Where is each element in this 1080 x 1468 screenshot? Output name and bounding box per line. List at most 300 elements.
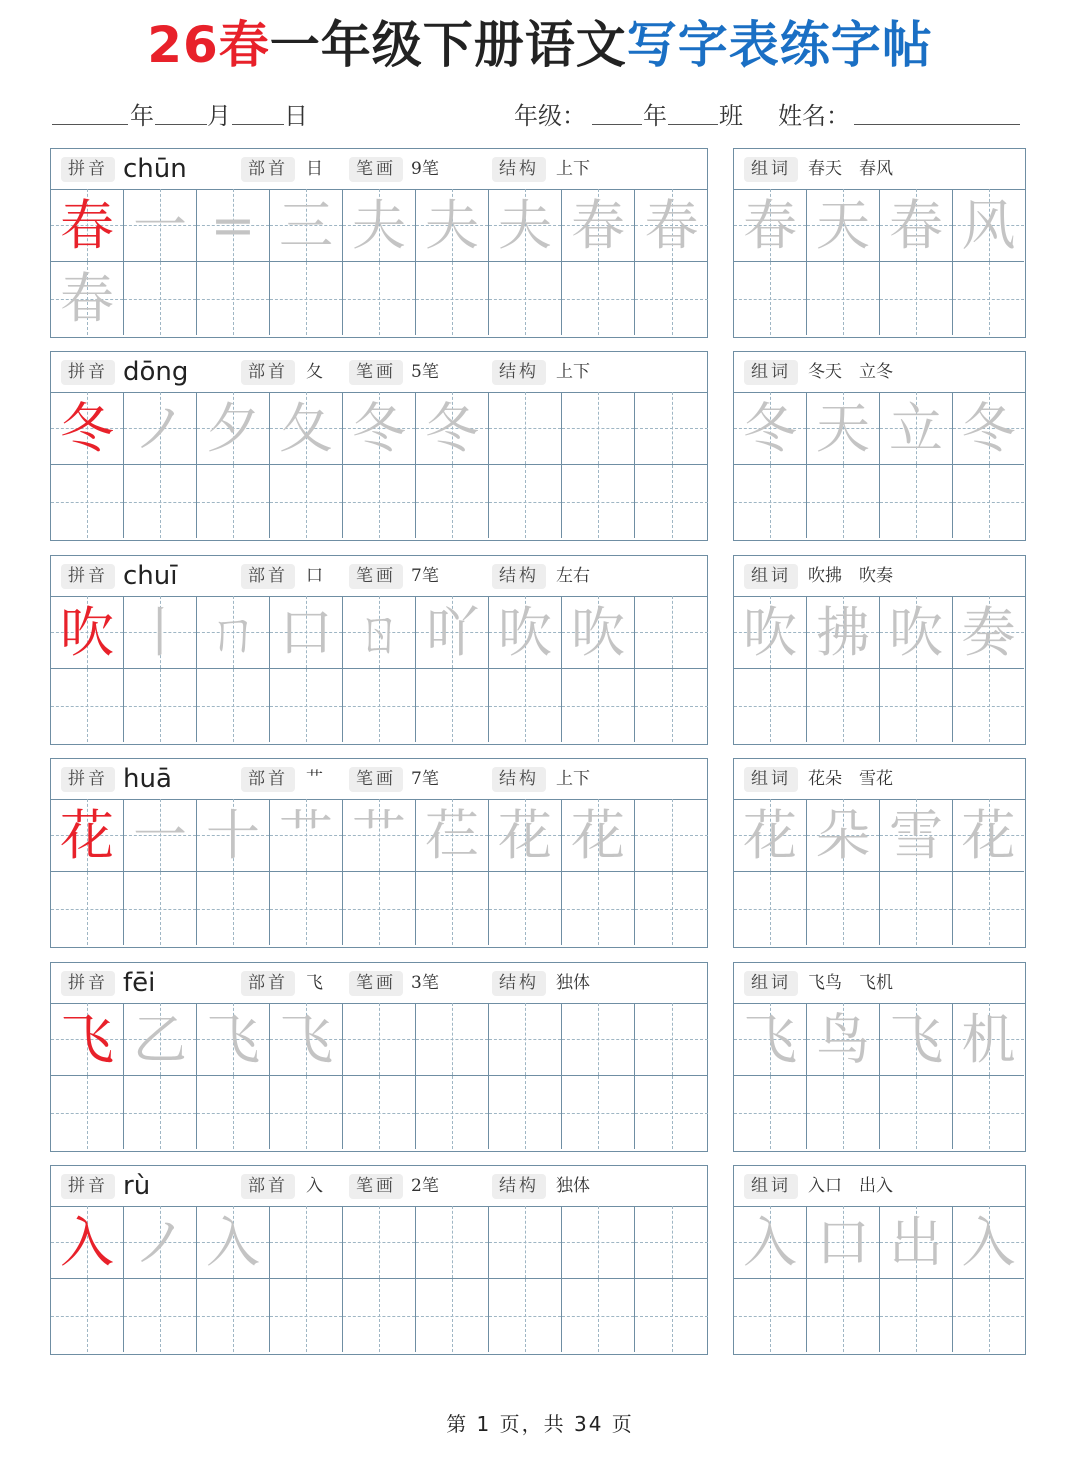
writing-cell[interactable] xyxy=(635,799,708,872)
pinyin-tag: 拼音 xyxy=(61,1174,115,1199)
word-cell[interactable] xyxy=(953,262,1024,335)
writing-cell[interactable] xyxy=(124,189,197,262)
writing-cell[interactable] xyxy=(562,465,635,538)
trace-char: 丨 xyxy=(133,601,187,664)
word-cell[interactable] xyxy=(880,596,953,669)
word-trace-char: 飞 xyxy=(889,1008,943,1071)
char-section xyxy=(0,1165,1080,1355)
word-cell[interactable] xyxy=(953,189,1024,262)
writing-cell[interactable] xyxy=(562,1206,635,1279)
writing-cell[interactable] xyxy=(562,669,635,742)
strokes-value: 5笔 xyxy=(411,362,439,382)
writing-cell[interactable] xyxy=(562,872,635,945)
word-trace-char: 春 xyxy=(889,194,943,257)
word-trace-char: 朵 xyxy=(816,804,870,867)
trace-char: 艹 xyxy=(352,804,406,867)
words-value: 冬天 立冬 xyxy=(808,362,893,382)
writing-cell[interactable] xyxy=(270,669,343,742)
word-cell[interactable] xyxy=(880,1003,953,1076)
practice-box xyxy=(50,351,708,541)
trace-char: 花 xyxy=(571,804,625,867)
writing-cell[interactable] xyxy=(489,465,562,538)
word-cell[interactable] xyxy=(880,1206,953,1279)
word-cell[interactable] xyxy=(734,1206,807,1279)
strokes-value: 7笔 xyxy=(411,566,439,586)
pinyin-tag: 拼音 xyxy=(61,360,115,385)
char-info-header xyxy=(51,352,707,393)
day-blank[interactable] xyxy=(232,124,284,125)
writing-cell[interactable] xyxy=(343,1003,416,1076)
word-cell[interactable] xyxy=(953,799,1024,872)
char-section xyxy=(0,758,1080,948)
name-label: 姓名： xyxy=(778,102,850,130)
writing-cell[interactable] xyxy=(416,1279,489,1352)
writing-cell[interactable] xyxy=(416,799,489,872)
writing-cell[interactable] xyxy=(343,465,416,538)
word-cell[interactable] xyxy=(734,189,807,262)
trace-char: ㄖ xyxy=(352,601,406,664)
word-cell[interactable] xyxy=(807,1206,880,1279)
word-cell[interactable] xyxy=(734,262,807,335)
month-blank[interactable] xyxy=(155,124,207,125)
writing-cell[interactable] xyxy=(343,669,416,742)
writing-cell[interactable] xyxy=(635,189,708,262)
word-trace-char: 奏 xyxy=(961,601,1016,664)
structure-tag: 结构 xyxy=(492,360,546,385)
structure-tag: 结构 xyxy=(492,971,546,996)
word-trace-char: 立 xyxy=(889,397,943,460)
writing-cell[interactable] xyxy=(562,1076,635,1149)
word-trace-char: 拂 xyxy=(816,601,870,664)
writing-cell[interactable] xyxy=(124,262,197,335)
trace-char: 吹 xyxy=(498,601,552,664)
structure-value: 独体 xyxy=(556,1176,590,1196)
page-footer: 第 1 页，共 34 页 xyxy=(446,1412,634,1436)
trace-char: 春 xyxy=(644,194,699,257)
word-cell[interactable] xyxy=(734,669,807,742)
word-cell[interactable] xyxy=(807,1279,880,1352)
writing-cell[interactable] xyxy=(343,799,416,872)
word-trace-char: 入 xyxy=(743,1211,797,1274)
writing-cell[interactable] xyxy=(489,1076,562,1149)
writing-cell[interactable] xyxy=(270,262,343,335)
word-cell[interactable] xyxy=(734,799,807,872)
grade-blank[interactable] xyxy=(592,124,642,125)
writing-cell[interactable] xyxy=(124,872,197,945)
word-cell[interactable] xyxy=(734,1003,807,1076)
char-section xyxy=(0,148,1080,338)
writing-cell[interactable] xyxy=(197,1076,270,1149)
word-cell[interactable] xyxy=(807,596,880,669)
trace-char: 口 xyxy=(279,601,333,664)
strokes-tag: 笔画 xyxy=(349,767,403,792)
word-cell[interactable] xyxy=(734,596,807,669)
writing-cell[interactable] xyxy=(270,1003,343,1076)
writing-cell[interactable] xyxy=(343,1206,416,1279)
writing-cell[interactable] xyxy=(197,1279,270,1352)
trace-char: 十 xyxy=(206,804,260,867)
writing-cell[interactable] xyxy=(489,1003,562,1076)
page-title xyxy=(0,12,1080,78)
pinyin-value: rù xyxy=(123,1171,151,1201)
writing-cell[interactable] xyxy=(124,596,197,669)
writing-cell[interactable] xyxy=(343,392,416,465)
pinyin-value: dōng xyxy=(123,357,189,387)
title-grade: 一年级下册语文 xyxy=(269,16,627,74)
writing-cell[interactable] xyxy=(124,1003,197,1076)
trace-char: 夫 xyxy=(425,194,479,257)
word-cell[interactable] xyxy=(734,1076,807,1149)
pinyin-value: chuī xyxy=(123,561,178,591)
title-year: 26春 xyxy=(147,16,270,74)
pinyin-value: chūn xyxy=(123,154,187,184)
words-header xyxy=(734,759,1025,800)
word-cell[interactable] xyxy=(953,1076,1024,1149)
writing-cell[interactable] xyxy=(343,189,416,262)
word-cell[interactable] xyxy=(734,872,807,945)
radical-value: 艹 xyxy=(306,769,323,789)
writing-cell[interactable] xyxy=(416,1206,489,1279)
word-trace-char: 风 xyxy=(961,194,1016,257)
word-trace-char: 冬 xyxy=(743,397,797,460)
writing-cell[interactable] xyxy=(635,872,708,945)
model-char: 飞 xyxy=(60,1008,114,1071)
trace-char: 花 xyxy=(498,804,552,867)
words-header xyxy=(734,1166,1025,1207)
writing-cell[interactable] xyxy=(562,799,635,872)
writing-cell[interactable] xyxy=(562,1003,635,1076)
words-tag: 组词 xyxy=(744,157,798,182)
char-info-header xyxy=(51,149,707,190)
writing-cell[interactable] xyxy=(635,669,708,742)
words-tag: 组词 xyxy=(744,971,798,996)
writing-cell[interactable] xyxy=(51,1279,124,1352)
pinyin-tag: 拼音 xyxy=(61,971,115,996)
radical-value: 日 xyxy=(306,159,323,179)
writing-cell[interactable] xyxy=(197,465,270,538)
name-blank[interactable] xyxy=(854,124,1020,125)
strokes-tag: 笔画 xyxy=(349,157,403,182)
writing-cell[interactable] xyxy=(270,799,343,872)
writing-cell[interactable] xyxy=(124,669,197,742)
year-blank[interactable] xyxy=(52,124,128,125)
model-char: 春 xyxy=(60,194,114,257)
writing-cell[interactable] xyxy=(343,872,416,945)
writing-cell[interactable] xyxy=(51,392,124,465)
word-cell[interactable] xyxy=(880,465,953,538)
word-cell[interactable] xyxy=(807,189,880,262)
writing-cell[interactable] xyxy=(270,872,343,945)
year-label: 年 xyxy=(130,102,154,130)
writing-cell[interactable] xyxy=(416,669,489,742)
grade-year-label: 年 xyxy=(643,102,667,130)
writing-cell[interactable] xyxy=(124,392,197,465)
words-header xyxy=(734,556,1025,597)
word-cell[interactable] xyxy=(807,669,880,742)
writing-cell[interactable] xyxy=(270,1076,343,1149)
writing-cell[interactable] xyxy=(197,872,270,945)
radical-value: 飞 xyxy=(306,973,323,993)
writing-cell[interactable] xyxy=(635,1206,708,1279)
words-header xyxy=(734,352,1025,393)
radical-tag: 部首 xyxy=(241,157,295,182)
words-header xyxy=(734,149,1025,190)
word-cell[interactable] xyxy=(807,872,880,945)
char-info-header xyxy=(51,1166,707,1207)
writing-cell[interactable] xyxy=(51,1206,124,1279)
pinyin-value: huā xyxy=(123,764,172,794)
word-trace-char: 出 xyxy=(889,1211,943,1274)
writing-cell[interactable] xyxy=(635,392,708,465)
title-subject: 写字表练字帖 xyxy=(626,16,933,74)
writing-cell[interactable] xyxy=(197,392,270,465)
trace-char: 乙 xyxy=(133,1008,187,1071)
trace-char: 春 xyxy=(60,267,114,330)
words-value: 入口 出入 xyxy=(808,1176,893,1196)
word-trace-char: 飞 xyxy=(743,1008,797,1071)
words-box xyxy=(733,351,1026,541)
writing-cell[interactable] xyxy=(343,596,416,669)
char-section xyxy=(0,962,1080,1152)
practice-box xyxy=(50,148,708,338)
writing-cell[interactable] xyxy=(197,1003,270,1076)
word-cell[interactable] xyxy=(807,262,880,335)
word-cell[interactable] xyxy=(953,872,1024,945)
trace-char: 夫 xyxy=(498,194,552,257)
radical-value: 夂 xyxy=(306,362,323,382)
radical-tag: 部首 xyxy=(241,564,295,589)
writing-cell[interactable] xyxy=(51,669,124,742)
writing-cell[interactable] xyxy=(197,669,270,742)
words-header xyxy=(734,963,1025,1004)
writing-cell[interactable] xyxy=(270,189,343,262)
writing-cell[interactable] xyxy=(416,189,489,262)
words-tag: 组词 xyxy=(744,564,798,589)
words-box xyxy=(733,1165,1026,1355)
trace-char: 艹 xyxy=(279,804,333,867)
strokes-value: 9笔 xyxy=(411,159,439,179)
writing-cell[interactable] xyxy=(489,872,562,945)
trace-char: ノ xyxy=(133,397,187,460)
word-cell[interactable] xyxy=(953,596,1024,669)
trace-char: ノ xyxy=(133,1211,187,1274)
writing-cell[interactable] xyxy=(489,262,562,335)
structure-tag: 结构 xyxy=(492,564,546,589)
writing-cell[interactable] xyxy=(124,1076,197,1149)
word-cell[interactable] xyxy=(953,392,1024,465)
writing-cell[interactable] xyxy=(562,189,635,262)
writing-cell[interactable] xyxy=(562,1279,635,1352)
writing-cell[interactable] xyxy=(197,1206,270,1279)
writing-cell[interactable] xyxy=(197,596,270,669)
word-cell[interactable] xyxy=(807,465,880,538)
model-char: 入 xyxy=(60,1211,114,1274)
trace-char: 春 xyxy=(571,194,625,257)
word-trace-char: 入 xyxy=(961,1211,1016,1274)
writing-cell[interactable] xyxy=(416,1003,489,1076)
practice-box xyxy=(50,758,708,948)
word-trace-char: 鸟 xyxy=(816,1008,870,1071)
writing-cell[interactable] xyxy=(489,596,562,669)
info-line xyxy=(0,94,1080,134)
word-cell[interactable] xyxy=(880,392,953,465)
writing-cell[interactable] xyxy=(635,1076,708,1149)
writing-cell[interactable] xyxy=(489,392,562,465)
word-cell[interactable] xyxy=(953,1279,1024,1352)
word-cell[interactable] xyxy=(807,1003,880,1076)
structure-value: 独体 xyxy=(556,973,590,993)
writing-cell[interactable] xyxy=(562,262,635,335)
writing-cell[interactable] xyxy=(562,596,635,669)
writing-cell[interactable] xyxy=(51,799,124,872)
word-cell[interactable] xyxy=(734,392,807,465)
pinyin-tag: 拼音 xyxy=(61,767,115,792)
words-value: 花朵 雪花 xyxy=(808,769,893,789)
word-cell[interactable] xyxy=(880,1076,953,1149)
words-box xyxy=(733,555,1026,745)
writing-cell[interactable] xyxy=(635,1003,708,1076)
grade-label: 年级： xyxy=(514,102,586,130)
word-cell[interactable] xyxy=(807,799,880,872)
word-trace-char: 机 xyxy=(961,1008,1016,1071)
radical-value: 口 xyxy=(306,566,323,586)
trace-char: 一 xyxy=(133,194,187,257)
trace-char: ㄇ xyxy=(206,601,260,664)
word-cell[interactable] xyxy=(880,1279,953,1352)
writing-cell[interactable] xyxy=(416,262,489,335)
writing-cell[interactable] xyxy=(416,1076,489,1149)
writing-cell[interactable] xyxy=(124,1206,197,1279)
radical-value: 入 xyxy=(306,1176,323,1196)
practice-box xyxy=(50,555,708,745)
strokes-tag: 笔画 xyxy=(349,564,403,589)
trace-char: 夂 xyxy=(279,397,333,460)
radical-tag: 部首 xyxy=(241,767,295,792)
word-cell[interactable] xyxy=(953,669,1024,742)
word-cell[interactable] xyxy=(807,1076,880,1149)
word-trace-char: 吹 xyxy=(743,601,797,664)
words-tag: 组词 xyxy=(744,360,798,385)
words-box xyxy=(733,148,1026,338)
writing-cell[interactable] xyxy=(124,465,197,538)
trace-char: 三 xyxy=(279,194,333,257)
trace-char: 芢 xyxy=(425,804,479,867)
word-cell[interactable] xyxy=(880,189,953,262)
word-cell[interactable] xyxy=(953,1206,1024,1279)
word-cell[interactable] xyxy=(953,1003,1024,1076)
writing-cell[interactable] xyxy=(489,189,562,262)
writing-cell[interactable] xyxy=(197,262,270,335)
trace-char: 冬 xyxy=(425,397,479,460)
writing-cell[interactable] xyxy=(635,262,708,335)
strokes-tag: 笔画 xyxy=(349,360,403,385)
word-trace-char: 花 xyxy=(743,804,797,867)
word-cell[interactable] xyxy=(807,392,880,465)
writing-cell[interactable] xyxy=(270,1279,343,1352)
writing-cell[interactable] xyxy=(343,1279,416,1352)
words-tag: 组词 xyxy=(744,1174,798,1199)
writing-cell[interactable] xyxy=(343,262,416,335)
strokes-value: 7笔 xyxy=(411,769,439,789)
writing-cell[interactable] xyxy=(489,1279,562,1352)
structure-value: 上下 xyxy=(556,769,590,789)
writing-cell[interactable] xyxy=(562,392,635,465)
word-trace-char: 天 xyxy=(816,194,870,257)
model-char: 冬 xyxy=(60,397,114,460)
writing-cell[interactable] xyxy=(635,465,708,538)
trace-char: 夫 xyxy=(352,194,406,257)
class-blank[interactable] xyxy=(668,124,718,125)
writing-cell[interactable] xyxy=(635,1279,708,1352)
day-label: 日 xyxy=(284,102,308,130)
writing-cell[interactable] xyxy=(270,392,343,465)
writing-cell[interactable] xyxy=(416,465,489,538)
writing-cell[interactable] xyxy=(51,189,124,262)
writing-cell[interactable] xyxy=(635,596,708,669)
writing-cell[interactable] xyxy=(51,465,124,538)
structure-value: 上下 xyxy=(556,362,590,382)
writing-cell[interactable] xyxy=(51,596,124,669)
trace-char: 夕 xyxy=(206,397,260,460)
words-box xyxy=(733,962,1026,1152)
words-box xyxy=(733,758,1026,948)
char-info-header xyxy=(51,963,707,1004)
writing-cell[interactable] xyxy=(489,799,562,872)
writing-cell[interactable] xyxy=(343,1076,416,1149)
writing-cell[interactable] xyxy=(124,1279,197,1352)
strokes-value: 2笔 xyxy=(411,1176,439,1196)
writing-cell[interactable] xyxy=(51,262,124,335)
structure-tag: 结构 xyxy=(492,1174,546,1199)
char-section xyxy=(0,351,1080,541)
writing-cell[interactable] xyxy=(489,669,562,742)
writing-cell[interactable] xyxy=(197,799,270,872)
radical-tag: 部首 xyxy=(241,360,295,385)
model-char: 吹 xyxy=(60,601,114,664)
word-cell[interactable] xyxy=(880,669,953,742)
structure-tag: 结构 xyxy=(492,157,546,182)
radical-tag: 部首 xyxy=(241,971,295,996)
word-cell[interactable] xyxy=(734,465,807,538)
pinyin-tag: 拼音 xyxy=(61,157,115,182)
model-char: 花 xyxy=(60,804,114,867)
pinyin-value: fēi xyxy=(123,968,156,998)
word-cell[interactable] xyxy=(953,465,1024,538)
writing-cell[interactable] xyxy=(489,1206,562,1279)
word-cell[interactable] xyxy=(880,262,953,335)
writing-cell[interactable] xyxy=(270,1206,343,1279)
writing-cell[interactable] xyxy=(51,1076,124,1149)
radical-tag: 部首 xyxy=(241,1174,295,1199)
writing-cell[interactable] xyxy=(51,1003,124,1076)
writing-cell[interactable] xyxy=(51,872,124,945)
writing-cell[interactable] xyxy=(124,799,197,872)
trace-char: 吹 xyxy=(571,601,625,664)
writing-cell[interactable] xyxy=(416,392,489,465)
pinyin-tag: 拼音 xyxy=(61,564,115,589)
word-cell[interactable] xyxy=(734,1279,807,1352)
trace-char: 入 xyxy=(206,1211,260,1274)
writing-cell[interactable] xyxy=(197,189,270,262)
writing-cell[interactable] xyxy=(270,465,343,538)
class-label: 班 xyxy=(719,102,743,130)
word-cell[interactable] xyxy=(880,799,953,872)
words-value: 春天 春风 xyxy=(808,159,893,179)
word-cell[interactable] xyxy=(880,872,953,945)
writing-cell[interactable] xyxy=(416,872,489,945)
writing-cell[interactable] xyxy=(416,596,489,669)
writing-cell[interactable] xyxy=(270,596,343,669)
